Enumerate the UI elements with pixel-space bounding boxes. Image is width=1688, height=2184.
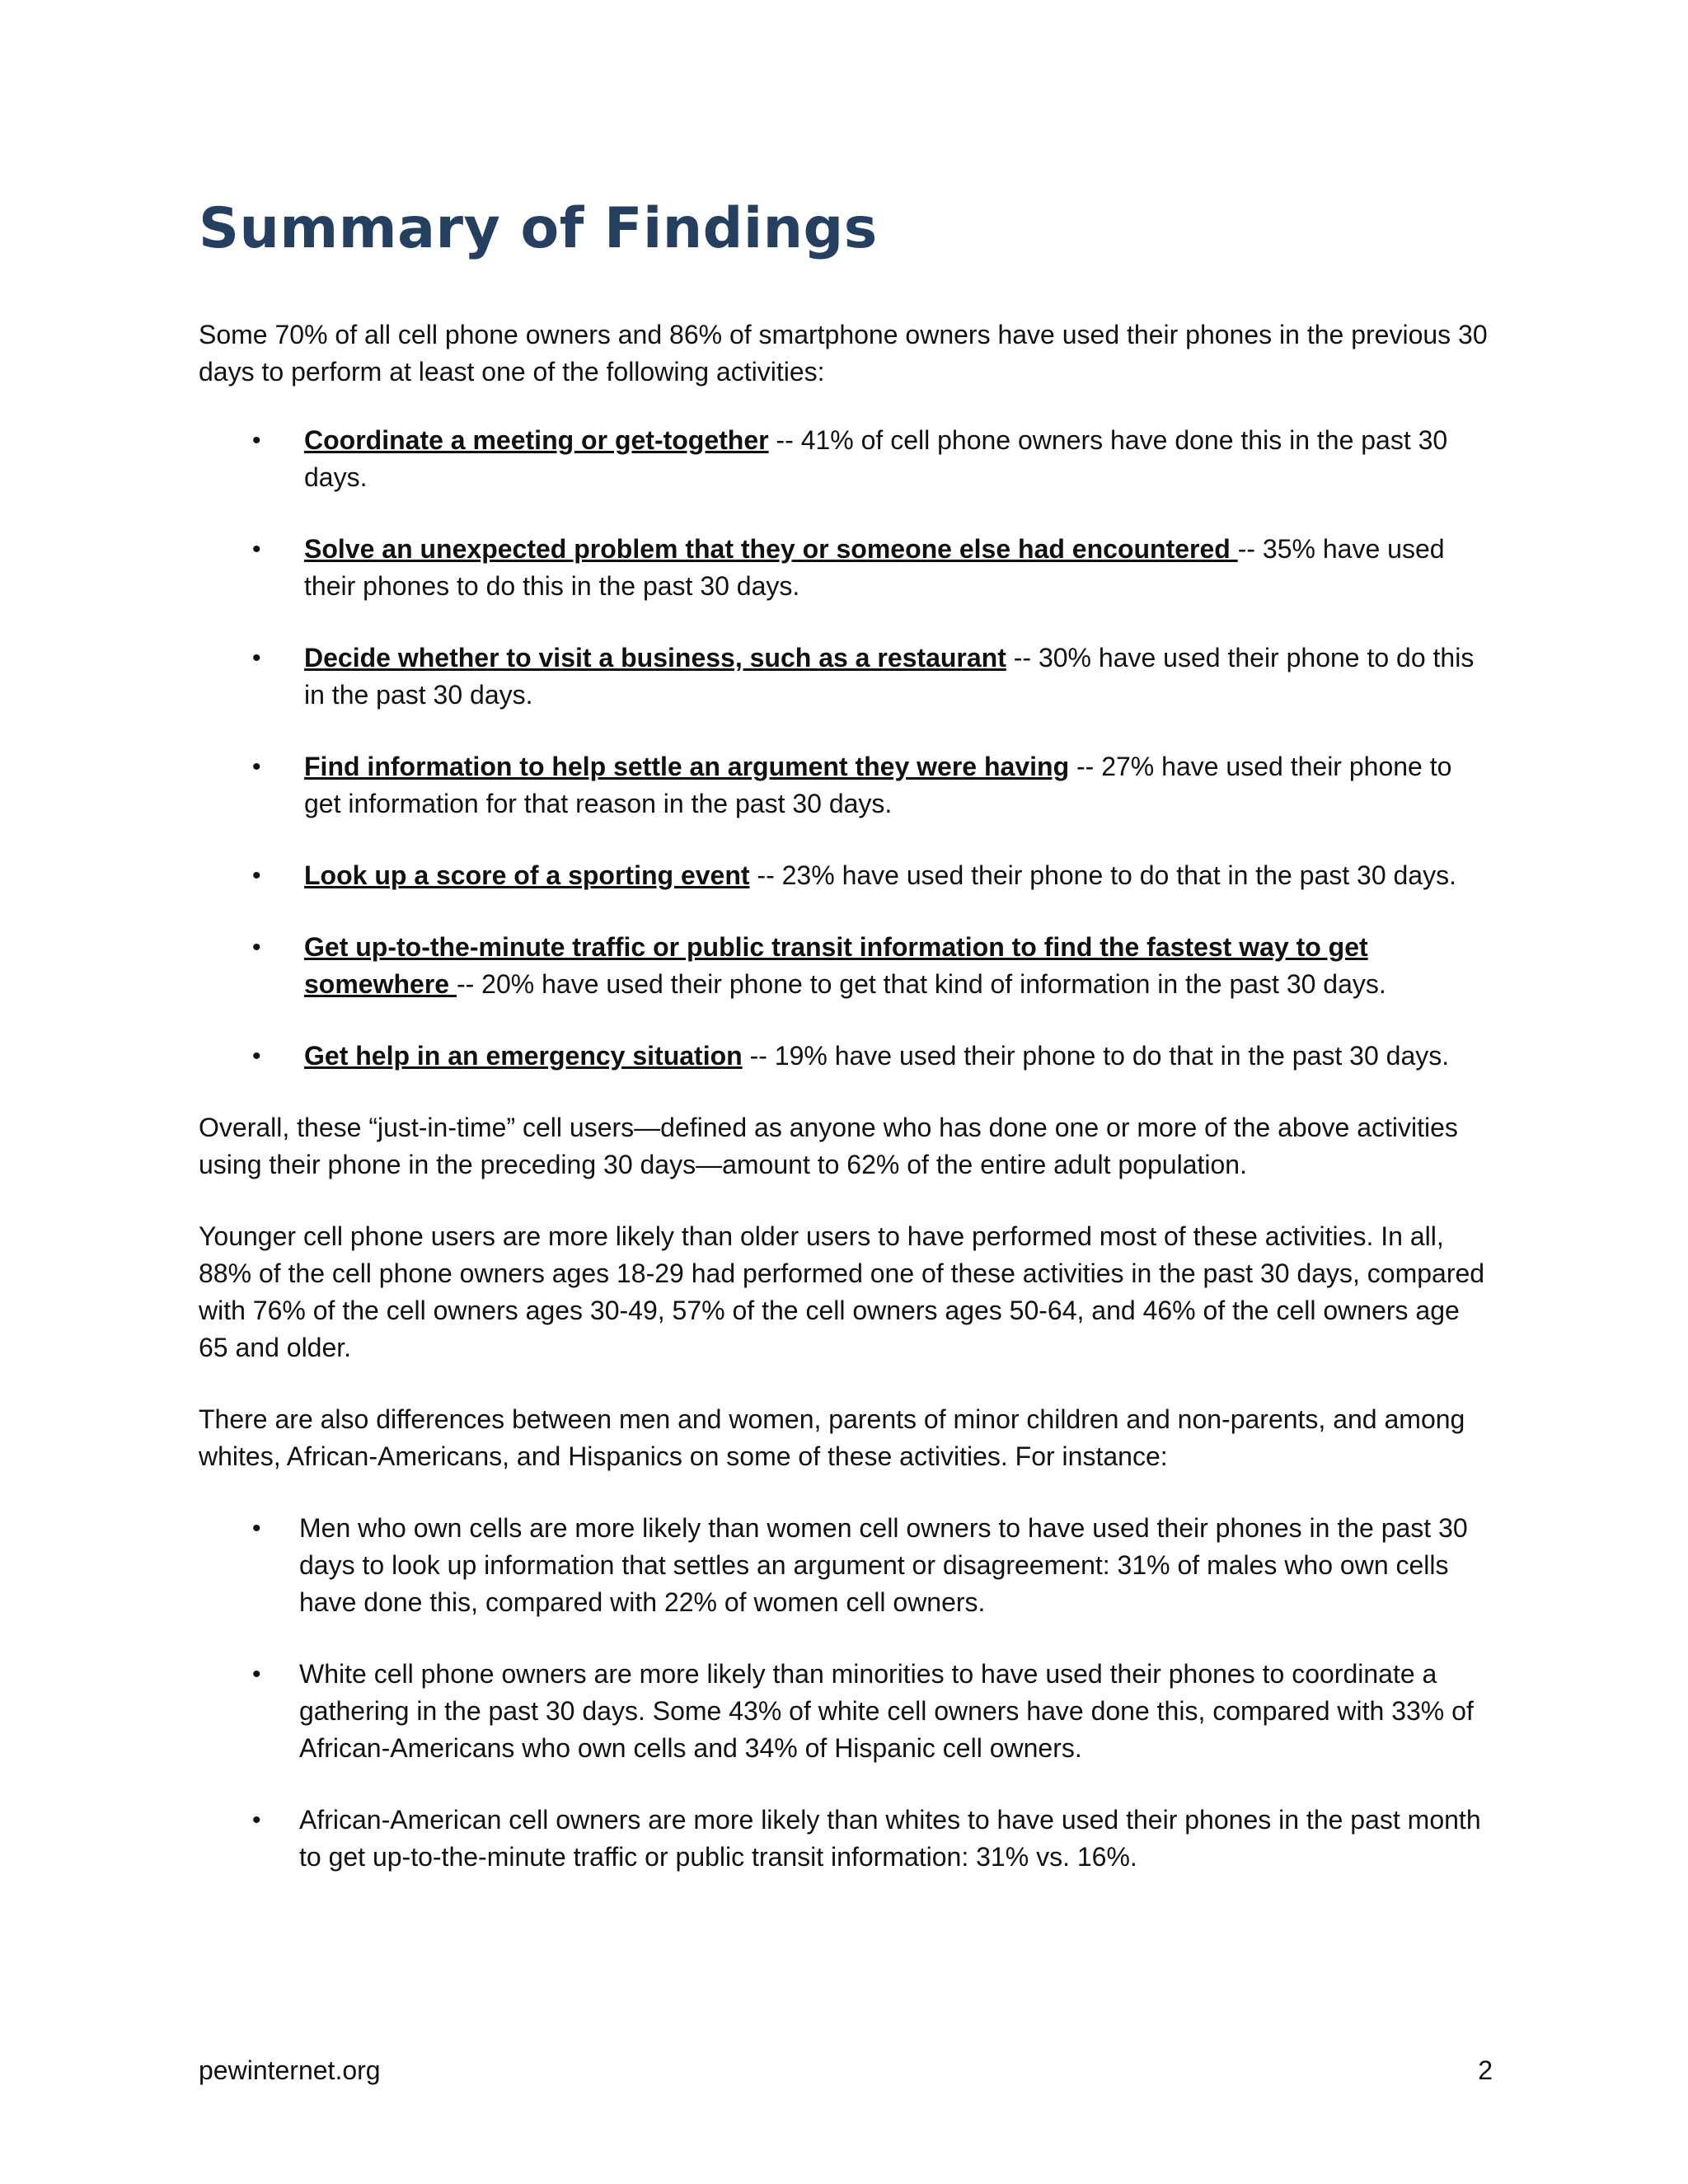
activity-detail: -- 23% have used their phone to do that in the past 30 days. xyxy=(749,860,1456,890)
activity-lead: Coordinate a meeting or get-together xyxy=(304,425,769,455)
overall-paragraph: Overall, these “just-in-time” cell users—defined as anyone who has done one or more of the above activities using their phone in the preceding 30 days—amount to 62% of the entire adult population. xyxy=(199,1113,1458,1179)
activity-detail: -- 20% have used their phone to get that kind of information in the past 30 days. xyxy=(456,969,1386,999)
difference-text: White cell phone owners are more likely than minorities to have used their phones to coordinate a gathering in the past 30 days. Some 43% of white cell owners have done this, compared with 33% of African-Americans who own cells and 34% of Hispanic cell owners. xyxy=(299,1659,1474,1763)
activity-lead: Find information to help settle an argument they were having xyxy=(304,752,1070,781)
differences-paragraph: There are also differences between men and women, parents of minor children and non-parents, and among whites, African-Americans, and Hispanics on some of these activities. For instance: xyxy=(199,1404,1465,1471)
bullet-icon: • xyxy=(252,644,261,672)
list-item xyxy=(199,1656,1493,1767)
list-item xyxy=(199,531,1493,605)
activity-lead: Solve an unexpected problem that they or someone else had encountered xyxy=(304,534,1238,564)
bullet-icon: • xyxy=(252,536,261,563)
bullet-icon: • xyxy=(252,1807,261,1834)
bullet-icon: • xyxy=(252,1515,261,1542)
bullet-icon: • xyxy=(252,1661,261,1688)
list-item xyxy=(199,1510,1493,1621)
activities-list xyxy=(199,422,1493,1075)
activity-detail: -- 30% have used their phone to do this in the past 30 days. xyxy=(304,643,1475,710)
footer-site: pewinternet.org xyxy=(199,2055,381,2085)
activity-lead: Look up a score of a sporting event xyxy=(304,860,750,890)
bullet-icon: • xyxy=(252,934,261,961)
activity-detail: -- 35% have used their phones to do this in the past 30 days. xyxy=(304,534,1445,601)
page-title: Summary of Findings xyxy=(199,196,878,261)
activity-lead: Decide whether to visit a business, such as a restaurant xyxy=(304,643,1006,673)
activity-lead: Get help in an emergency situation xyxy=(304,1041,743,1071)
bullet-icon: • xyxy=(252,862,261,889)
activity-detail: -- 27% have used their phone to get information for that reason in the past 30 days. xyxy=(304,752,1452,818)
list-item xyxy=(199,1038,1493,1075)
list-item xyxy=(199,929,1493,1003)
page-number: 2 xyxy=(1478,2055,1493,2085)
page-footer xyxy=(199,2052,1493,2089)
difference-text: Men who own cells are more likely than women cell owners to have used their phones in the past 30 days to look up information that settles an argument or disagreement: 31% of males who own cells have done this, compared with 22% of women cell owners. xyxy=(299,1513,1468,1617)
page-content xyxy=(199,191,1493,1910)
bullet-icon: • xyxy=(252,427,261,454)
list-item xyxy=(199,422,1493,496)
bullet-icon: • xyxy=(252,753,261,780)
list-item xyxy=(199,857,1493,894)
bullet-icon: • xyxy=(252,1043,261,1070)
activity-detail: -- 19% have used their phone to do that in the past 30 days. xyxy=(742,1041,1450,1071)
activity-lead: Get up-to-the-minute traffic or public transit information to find the fastest way to get somewhere xyxy=(304,932,1368,999)
list-item xyxy=(199,748,1493,823)
younger-users-paragraph: Younger cell phone users are more likely than older users to have performed most of these activities. In all, 88% of the cell phone owners ages 18-29 had performed one of these activities in the past 30 days, compared with 76% of the cell owners ages 30-49, 57% of the cell owners ages 50-64, and 46% of the cell owners age 65 and older. xyxy=(199,1221,1485,1362)
list-item xyxy=(199,1802,1493,1876)
list-item xyxy=(199,640,1493,714)
intro-paragraph: Some 70% of all cell phone owners and 86% of smartphone owners have used their phones in the previous 30 days to perform at least one of the following activities: xyxy=(199,320,1488,387)
activity-detail: -- 41% of cell phone owners have done this in the past 30 days. xyxy=(304,425,1448,492)
difference-text: African-American cell owners are more likely than whites to have used their phones in the past month to get up-to-the-minute traffic or public transit information: 31% vs. 16%. xyxy=(299,1805,1481,1872)
differences-list xyxy=(199,1510,1493,1876)
